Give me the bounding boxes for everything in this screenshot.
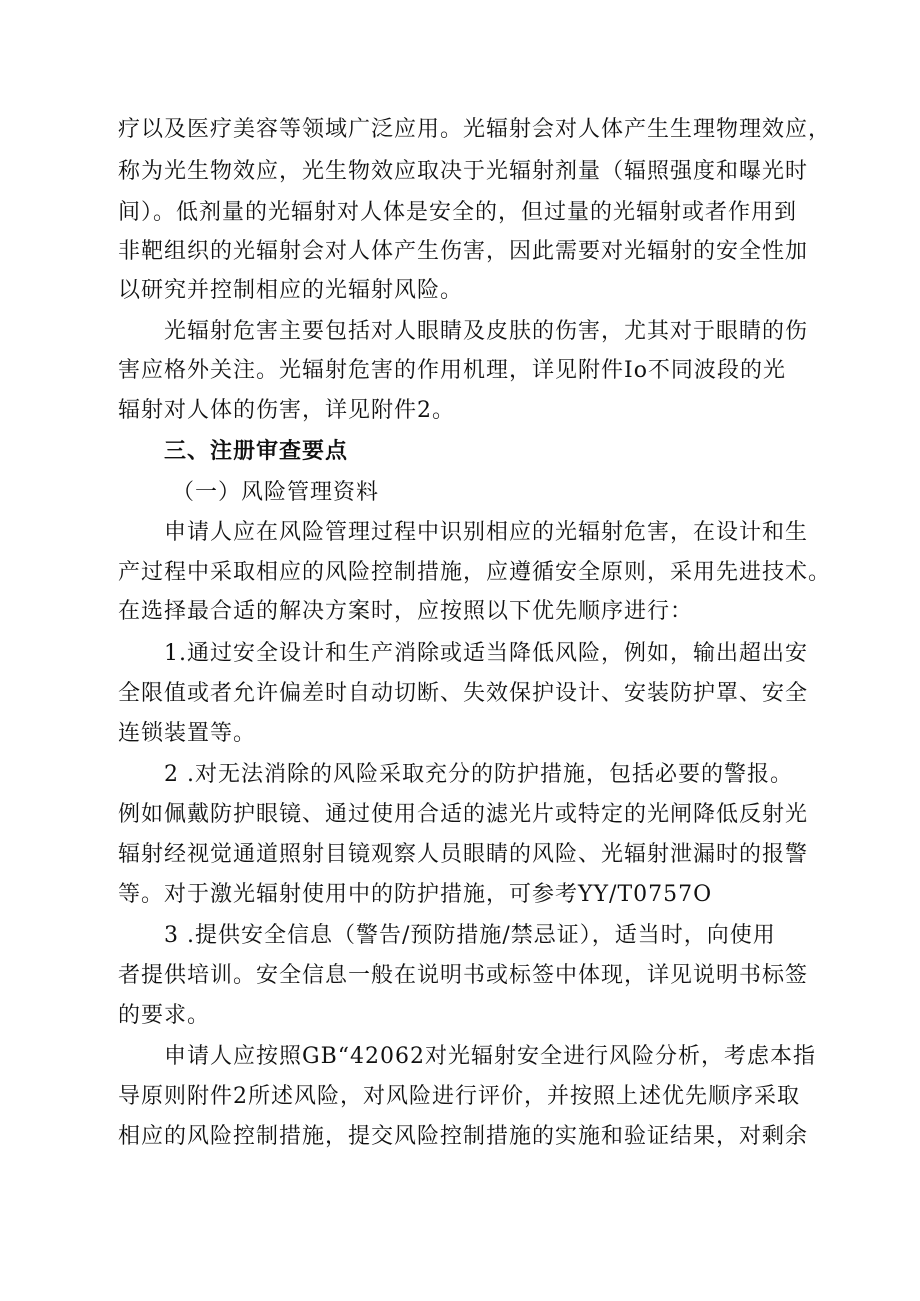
item-line: 1.通过安全设计和生产消除或适当降低风险，例如，输出超出安 bbox=[164, 641, 808, 666]
item-line: 辐射经视觉通道照射目镜观察人员眼睛的风险、光辐射泄漏时的报警 bbox=[118, 842, 809, 867]
paragraph-line: 辐射对人体的伤害，详见附件2。 bbox=[118, 398, 455, 423]
paragraph-line: 非靶组织的光辐射会对人体产生伤害，因此需要对光辐射的安全性加 bbox=[118, 239, 809, 264]
item-line: 者提供培训。安全信息一般在说明书或标签中体现，详见说明书标签 bbox=[118, 963, 809, 988]
paragraph-line: 在选择最合适的解决方案时，应按照以下优先顺序进行： bbox=[118, 599, 694, 624]
item-line: 连锁装置等。 bbox=[118, 721, 257, 746]
paragraph-line: 光辐射危害主要包括对人眼睛及皮肤的伤害，尤其对于眼睛的伤 bbox=[164, 319, 809, 344]
paragraph-line: 疗以及医疗美容等领域广泛应用。光辐射会对人体产生生理物理效应， bbox=[118, 117, 832, 142]
section-heading: 三、注册审查要点 bbox=[164, 439, 349, 464]
paragraph-line: 产过程中采取相应的风险控制措施，应遵循安全原则，采用先进技术。 bbox=[118, 560, 832, 585]
item-line: 全限值或者允许偏差时自动切断、失效保护设计、安装防护罩、安全 bbox=[118, 681, 809, 706]
paragraph-line: 间）。低剂量的光辐射对人体是安全的，但过量的光辐射或者作用到 bbox=[118, 200, 798, 225]
item-line: 例如佩戴防护眼镜、通过使用合适的滤光片或特定的光闸降低反射光 bbox=[118, 802, 809, 827]
item-line: 等。对于激光辐射使用中的防护措施，可参考YY/T0757O bbox=[118, 882, 713, 907]
item-line: 2 .对无法消除的风险采取充分的防护措施，包括必要的警报。 bbox=[164, 762, 793, 787]
paragraph-line: 害应格外关注。光辐射危害的作用机理，详见附件Io不同波段的光 bbox=[118, 358, 786, 383]
paragraph-line: 申请人应在风险管理过程中识别相应的光辐射危害，在设计和生 bbox=[164, 520, 809, 545]
paragraph-line: 以研究并控制相应的光辐射风险。 bbox=[118, 278, 464, 303]
paragraph-line: 相应的风险控制措施，提交风险控制措施的实施和验证结果，对剩余 bbox=[118, 1124, 809, 1149]
paragraph-line: 申请人应按照GB“42062对光辐射安全进行风险分析，考虑本指 bbox=[164, 1044, 816, 1069]
paragraph-line: 称为光生物效应，光生物效应取决于光辐射剂量（辐照强度和曝光时 bbox=[118, 159, 809, 184]
item-line: 的要求。 bbox=[118, 1003, 211, 1028]
item-line: 3 .提供安全信息（警告/预防措施/禁忌证），适当时，向使用 bbox=[164, 923, 776, 948]
paragraph-line: 导原则附件2所述风险，对风险进行评价，并按照上述优先顺序采取 bbox=[118, 1084, 800, 1109]
subsection-heading: （一）风险管理资料 bbox=[172, 480, 380, 505]
